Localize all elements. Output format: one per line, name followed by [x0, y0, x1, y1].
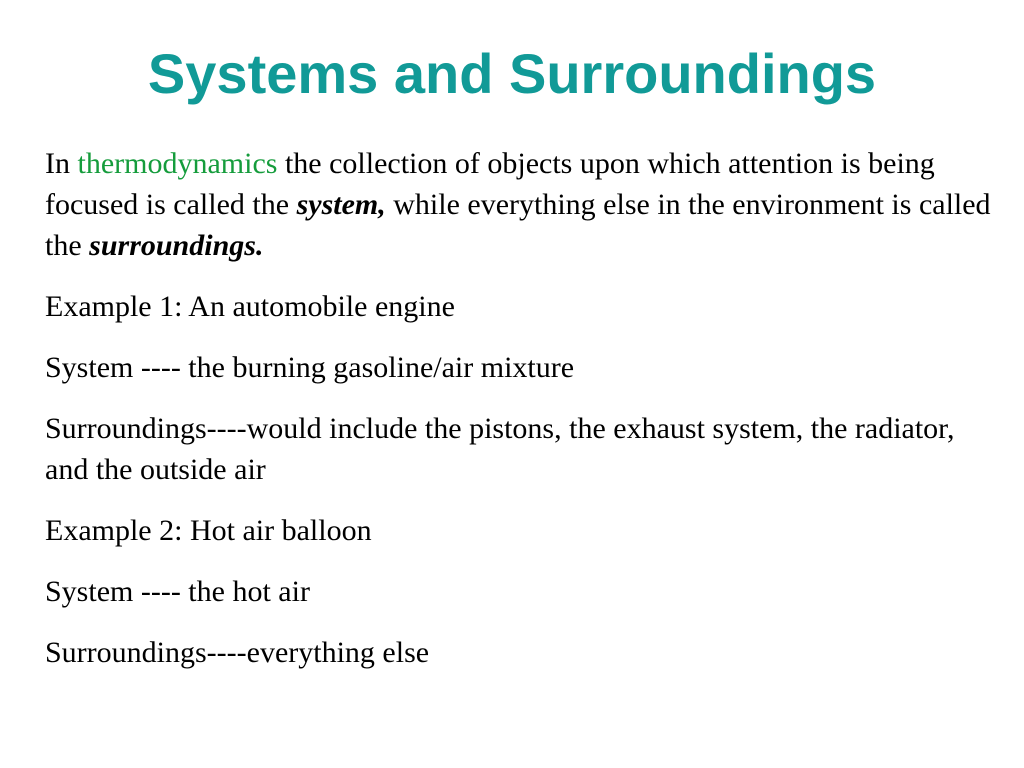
example-2-surroundings: Surroundings----everything else: [45, 636, 430, 669]
slide-title: Systems and Surroundings: [147, 42, 877, 105]
system-term: system,: [296, 188, 386, 221]
intro-text-2: the collection of objects upon which attention is being focused is called the: [45, 147, 935, 221]
example-2-heading: Example 2: Hot air balloon: [45, 514, 372, 547]
example-1-heading: Example 1: An automobile engine: [45, 290, 455, 323]
example-1-surroundings: Surroundings----would include the pistons, the exhaust system, the radiator, and the outside air: [45, 412, 955, 486]
intro-period: .: [255, 229, 264, 262]
intro-text-3: while everything else in the environment is called the: [45, 188, 991, 262]
slide-body: [45, 143, 995, 673]
example-1-system: System ---- the burning gasoline/air mixture: [45, 351, 575, 384]
surroundings-term: surroundings: [89, 229, 256, 262]
example-2-system: System ---- the hot air: [45, 575, 310, 608]
intro-text-1: In: [45, 147, 78, 180]
thermodynamics-highlight: thermodynamics: [77, 147, 278, 180]
intro-paragraph: [45, 143, 995, 266]
